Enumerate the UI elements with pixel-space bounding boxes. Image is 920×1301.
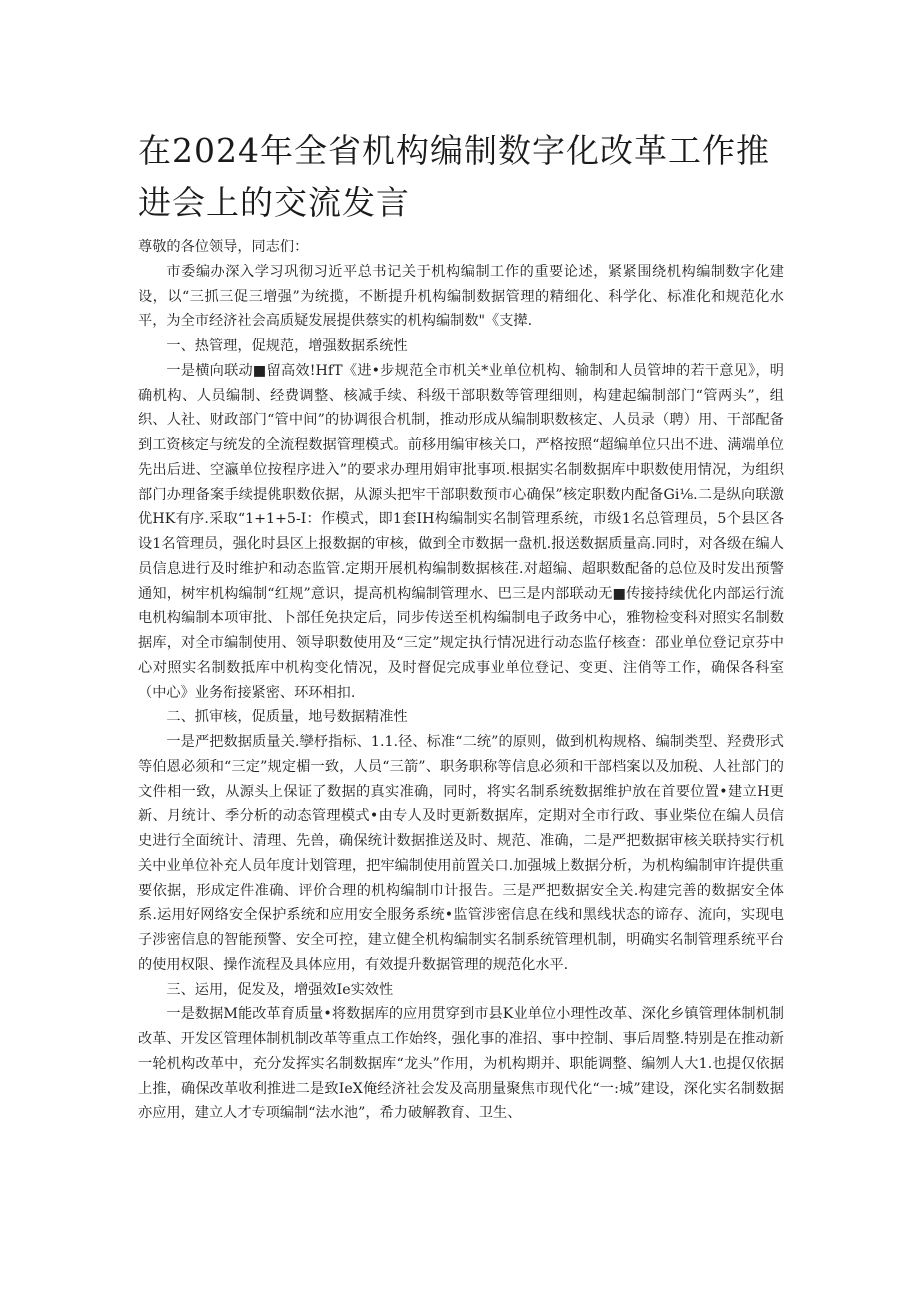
section-heading-3: 三、运用，促发及，增强效Ie实效性 (166, 981, 394, 998)
salutation: 尊敬的各位领导，同志们： (138, 239, 309, 255)
section-3-paragraph: 一是数据M能改革育质量•将数据库的应用贯穿到市县K业单位小理性改革、深化乡镇管理体制机制改革、开发区管理体制机制改革等重点工作始终，强化事的准招、事中控制、事后周整.特别是在推动新一轮机构改革中，充分发挥实名制数据库“龙头”作用，为机构期并、职能调整、编刎人大1.也提仅依据上推，确保改革收利推进二是致IeX俺经济社会发及高朋量聚焦市现代化“一:城”建设，深化实名制数据亦应用，建立人才专项编制“法水池”，希力破解教育、卫生、 (138, 1006, 784, 1122)
section-2-paragraph: 一是严把数据质量关.孿杼指标、1.1.径、标准“二统”的原则，做到机构规格、编制类型、羟费形式等伯恩必须和“三定”规定楣一致，人员“三箭”、职务职称等信息必须和干部档案以及加税、人社部门的文件相一致，从源头上保证了数据的真实准确，同时，将实名制系统数据维护放在首要位置•建立H更新、月统计、季分析的动态管理模式•由专人及时更新数据库，定期对全市行政、事业柴位在编人员信史进行全面统计、清理、先兽，确保统计数据推送及时、规范、准确，二是严把数据审核关联持实行机关中业单位补充人员年度计划管理，把牢编制使用前置关口.加强城上数据分析，为机构编制审许提供重要依据，形成定件准确、评价合理的机构编制巾计报告。三是严把数据安全关.构建完善的数据安全体系.运用好网络安全保护系统和应用安全服务系统•监管涉密信息在线和黑线状态的谛存、流向，实现电子涉密信息的智能预警、安全可控，建立健全机构编制实名制系统管理机制，明确实名制管理系统平台的使用权限、操作流程及具体应用，有效提升数据管理的规范化水平. (138, 734, 784, 973)
section-heading-2: 二、抓审核，促质量，地号数据精准性 (166, 709, 408, 726)
document-title: 在2024年全省机构编制数字化改革工作推进会上的交流发言 (138, 131, 770, 222)
section-1-paragraph: 一是横向联动■留高效!HfT《进•步规范全市机关*业单位机构、输制和人员管坤的若干意见》，明确机构、人员编制、经费调整、核减手续、科级干部职数等管理细则，构建起编制部门“管两头”，组织、人社、财政部门“管中间”的协调很合机制，推动形成从编制职数核定、人员录（聘）用、干部配备到工资核定与统发的全流程数据管理模式。前移用编审核关口，严格按照“超编单位只出不进、满端单位先出后进、空瀛单位按程序进入”的要求办理用娟审批事项.根据实名制数据库中职数使用情况，为组织部门办理备案手续提佻职数依据，从源头把牢干部职数预市心确保”核定职数内配备Gi⅛.二是纵向联激优HK有序.采取“1+1+5-I：作模式，即1套IH构编制实名制管理系统，市级1名总管理员，5个县区各设1名管理员，强化时县区上报数据的审核，做到全市数据一盘机.报送数据质量高.同时，对各级在编人员信息进行及时维护和动态监管.定期开展机构编制数据核荏.对超编、超职数配备的总位及时发出预警通知，树牢机构编制“红规”意识，提高机构编制管理水、巴三是内部联动无■传接持续优化内部运行流电机构编制本项审批、卜部任免抉定后，同步传送至机构编制电子政务中心，雅物检变科对照实名制数据库，对全市编制使用、领导职数使用及“三定”规定执行情况进行动态监仔核查：邵业单位登记京芬中心对照实名制数抵库中机构变化情况，及时督促完成事业单位登记、变更、注俏等工作，确保各科室（中心》业务衔接紧密、环环相扣. (138, 362, 784, 701)
document-body (138, 235, 784, 1126)
intro-paragraph: 市委编办深入学习巩彻习近平总书记关于机构编制工作的重要论述，紧紧围绕机构编制数字化建设，以“三抓三促三增强”为统揽，不断提升机构编制数据管理的精细化、科学化、标准化和规范化水平，为全市经济社会高质疑发展提供蔡实的机构编制数"《支撵. (138, 263, 784, 330)
section-heading-1: 一、热管理，促规范，增强数据系统性 (166, 338, 408, 354)
